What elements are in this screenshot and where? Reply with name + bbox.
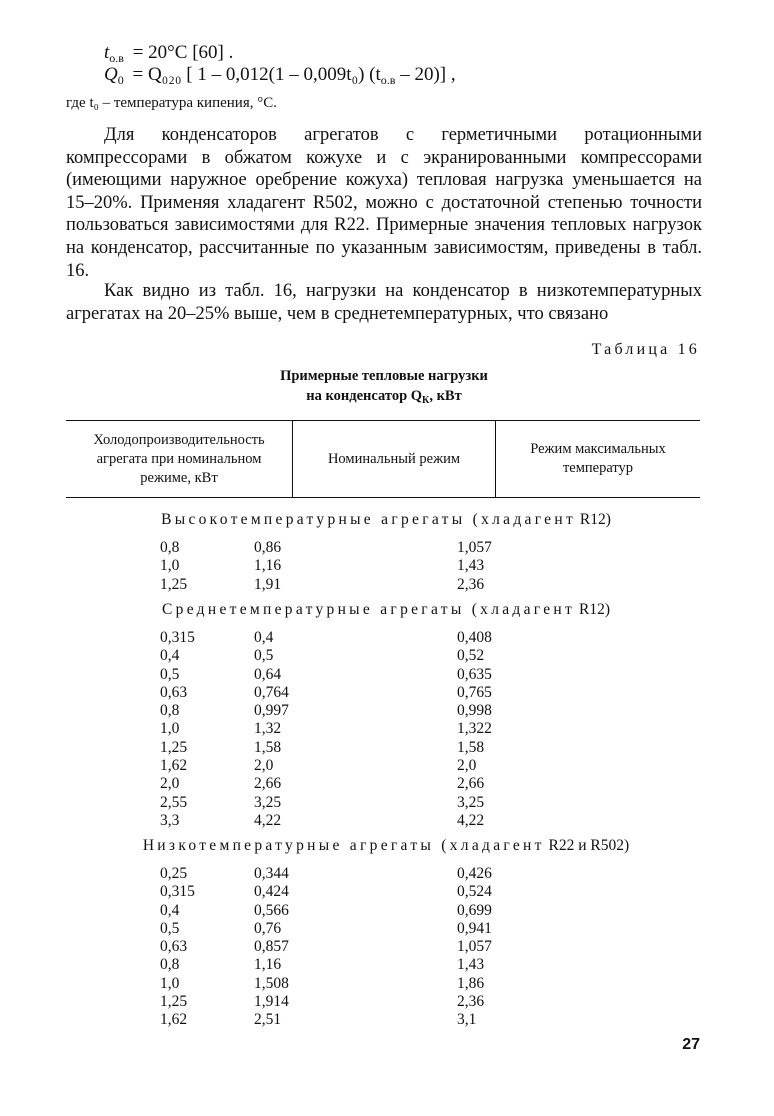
- cell-capacity: 1,25: [160, 738, 188, 756]
- formula-2-sub2: о.в: [380, 73, 396, 87]
- cell-max-temp: 0,765: [457, 683, 492, 701]
- formula-1-rhs: = 20°С [60] .: [132, 42, 234, 63]
- cell-nominal: 0,424: [254, 883, 289, 901]
- cell-capacity: 0,8: [160, 702, 180, 720]
- cell-capacity: 0,25: [160, 865, 188, 882]
- table-row: [66, 702, 706, 720]
- cell-capacity: 0,8: [160, 956, 180, 974]
- group-title-plain: R22 и R502): [548, 837, 630, 854]
- group-title: [66, 836, 706, 856]
- group-medium-temp: [66, 600, 706, 830]
- table-row: [66, 812, 706, 830]
- cell-nominal: 1,16: [254, 557, 282, 575]
- cell-max-temp: 1,43: [457, 956, 485, 974]
- group-title: [66, 600, 706, 620]
- cell-max-temp: 1,58: [457, 738, 485, 756]
- table-row: [66, 666, 706, 684]
- header-capacity: Холодопроизводительность агрегата при номинальном режиме, кВт: [66, 421, 293, 497]
- cell-capacity: 0,315: [160, 629, 195, 646]
- cell-nominal: 0,64: [254, 665, 282, 683]
- cell-max-temp: 0,524: [457, 883, 492, 901]
- formula-2-rhs: = Q₀₂₀ [ 1 – 0,012(1 – 0,009t₀) (t: [132, 64, 381, 85]
- table-title-text: на конденсатор Q: [306, 388, 423, 404]
- table-row: [66, 920, 706, 938]
- cell-capacity: 1,0: [160, 720, 180, 738]
- cell-nominal: 1,16: [254, 956, 282, 974]
- header-nominal-mode: Номинальный режим: [293, 421, 496, 497]
- group-title-spaced: Низкотемпературные агрегаты (хладагент: [142, 837, 545, 854]
- group-title: [66, 510, 706, 530]
- cell-nominal: 0,5: [254, 647, 274, 665]
- cell-capacity: 0,63: [160, 683, 188, 701]
- cell-capacity: 1,0: [160, 974, 180, 992]
- cell-nominal: 3,25: [254, 793, 282, 811]
- formula-2-lhs: Q: [104, 64, 118, 85]
- header-max-temp-mode: Режим максимальных температур: [530, 441, 666, 476]
- paragraph-1: Для конденсаторов агрегатов с герметичными ротационными компрессорами в обжатом кожухе и с экранированными компрессорами (имеющими наружное оребрение кожуха) тепловая нагрузка уменьшается на 15–20%. Применяя хладагент R502, можно с достаточной степенью точности пользоваться зависимостями для R22. Примерные значения тепловых нагрузок на конденсатор, рассчитанные по указанным зависимостям, приведены в табл. 16.: [66, 125, 702, 281]
- cell-nominal: 1,32: [254, 720, 282, 738]
- cell-capacity: 0,315: [160, 883, 195, 901]
- cell-max-temp: 3,25: [457, 793, 485, 811]
- group-title-spaced: Высокотемпературные агрегаты (хладагент: [161, 511, 577, 528]
- table-row: [66, 757, 706, 775]
- table-title: [66, 366, 702, 411]
- where-note: где t₀ – температура кипения, °С.: [66, 95, 277, 111]
- cell-capacity: 1,0: [160, 557, 180, 575]
- cell-nominal: 1,91: [254, 575, 282, 593]
- table-label: Таблица 16: [591, 341, 700, 358]
- cell-nominal: 4,22: [254, 811, 282, 829]
- paragraph-2: Как видно из табл. 16, нагрузки на конденсатор в низкотемпературных агрегатах на 20–25% выше, чем в среднетемпературных, что связано: [66, 281, 702, 324]
- cell-max-temp: 0,941: [457, 919, 492, 937]
- table-title-unit: , кВт: [429, 388, 462, 404]
- cell-max-temp: 0,998: [457, 702, 492, 720]
- cell-capacity: 1,25: [160, 575, 188, 593]
- cell-nominal: 0,4: [254, 629, 274, 646]
- cell-nominal: 0,997: [254, 702, 289, 720]
- cell-capacity: 3,3: [160, 811, 180, 829]
- table-row: [66, 865, 706, 883]
- table-row: [66, 1011, 706, 1029]
- cell-nominal: 1,58: [254, 738, 282, 756]
- cell-nominal: 0,344: [254, 865, 289, 882]
- cell-max-temp: 1,057: [457, 938, 492, 956]
- cell-max-temp: 0,52: [457, 647, 485, 665]
- table-row: [66, 720, 706, 738]
- cell-capacity: 2,55: [160, 793, 188, 811]
- table-row: [66, 883, 706, 901]
- table-row: [66, 938, 706, 956]
- cell-max-temp: 4,22: [457, 811, 485, 829]
- cell-max-temp: 2,0: [457, 757, 477, 775]
- table-row: [66, 647, 706, 665]
- cell-capacity: 0,8: [160, 539, 180, 556]
- group-high-temp: [66, 510, 706, 594]
- cell-max-temp: 1,86: [457, 974, 485, 992]
- cell-nominal: 0,76: [254, 919, 282, 937]
- cell-max-temp: 0,635: [457, 665, 492, 683]
- cell-nominal: 0,857: [254, 938, 289, 956]
- cell-capacity: 1,62: [160, 1011, 188, 1029]
- table-title-line-2: [66, 386, 702, 411]
- formula-2-sub: 0: [117, 73, 124, 87]
- table-row: [66, 576, 706, 594]
- group-title-spaced: Среднетемпературные агрегаты (хладагент: [162, 601, 576, 618]
- cell-max-temp: 0,408: [457, 629, 492, 646]
- cell-capacity: 0,4: [160, 901, 180, 919]
- cell-capacity: 0,4: [160, 647, 180, 665]
- cell-max-temp: 2,36: [457, 993, 485, 1011]
- cell-max-temp: 2,36: [457, 575, 485, 593]
- cell-capacity: 1,25: [160, 993, 188, 1011]
- formula-line-2: [104, 64, 456, 91]
- cell-nominal: 2,66: [254, 775, 282, 793]
- formula-2-tail: – 20)] ,: [400, 64, 456, 85]
- table-row: [66, 902, 706, 920]
- table-row: [66, 629, 706, 647]
- cell-nominal: 1,508: [254, 974, 289, 992]
- cell-max-temp: 0,426: [457, 865, 492, 882]
- table-row: [66, 993, 706, 1011]
- cell-max-temp: 1,43: [457, 557, 485, 575]
- group-rows: [66, 629, 706, 830]
- table-row: [66, 775, 706, 793]
- table-row: [66, 557, 706, 575]
- cell-nominal: 2,0: [254, 757, 274, 775]
- cell-capacity: 0,5: [160, 919, 180, 937]
- cell-nominal: 0,764: [254, 683, 289, 701]
- cell-max-temp: 1,057: [457, 539, 492, 556]
- group-title-plain: R12): [579, 511, 611, 528]
- cell-max-temp: 1,322: [457, 720, 492, 738]
- table-row: [66, 539, 706, 557]
- cell-max-temp: 0,699: [457, 901, 492, 919]
- cell-nominal: 0,566: [254, 901, 289, 919]
- table-row: [66, 739, 706, 757]
- cell-capacity: 0,63: [160, 938, 188, 956]
- table-row: [66, 975, 706, 993]
- cell-capacity: 1,62: [160, 757, 188, 775]
- table-header: [66, 420, 700, 498]
- cell-capacity: 0,5: [160, 665, 180, 683]
- table-title-sub: К: [422, 395, 430, 406]
- group-low-temp: [66, 836, 706, 1030]
- cell-capacity: 2,0: [160, 775, 180, 793]
- formula-1-sub: о.в: [109, 51, 124, 65]
- group-rows: [66, 539, 706, 594]
- table-row: [66, 684, 706, 702]
- cell-nominal: 1,914: [254, 993, 289, 1011]
- group-rows: [66, 865, 706, 1030]
- cell-max-temp: 3,1: [457, 1011, 477, 1029]
- formula-1-lhs: t: [104, 42, 110, 63]
- page-number: 27: [682, 1036, 700, 1053]
- table-title-line-1: Примерные тепловые нагрузки: [280, 368, 488, 384]
- table-row: [66, 956, 706, 974]
- table-row: [66, 794, 706, 812]
- cell-nominal: 0,86: [254, 539, 282, 556]
- cell-max-temp: 2,66: [457, 775, 485, 793]
- cell-nominal: 2,51: [254, 1011, 282, 1029]
- group-title-plain: R12): [578, 601, 610, 618]
